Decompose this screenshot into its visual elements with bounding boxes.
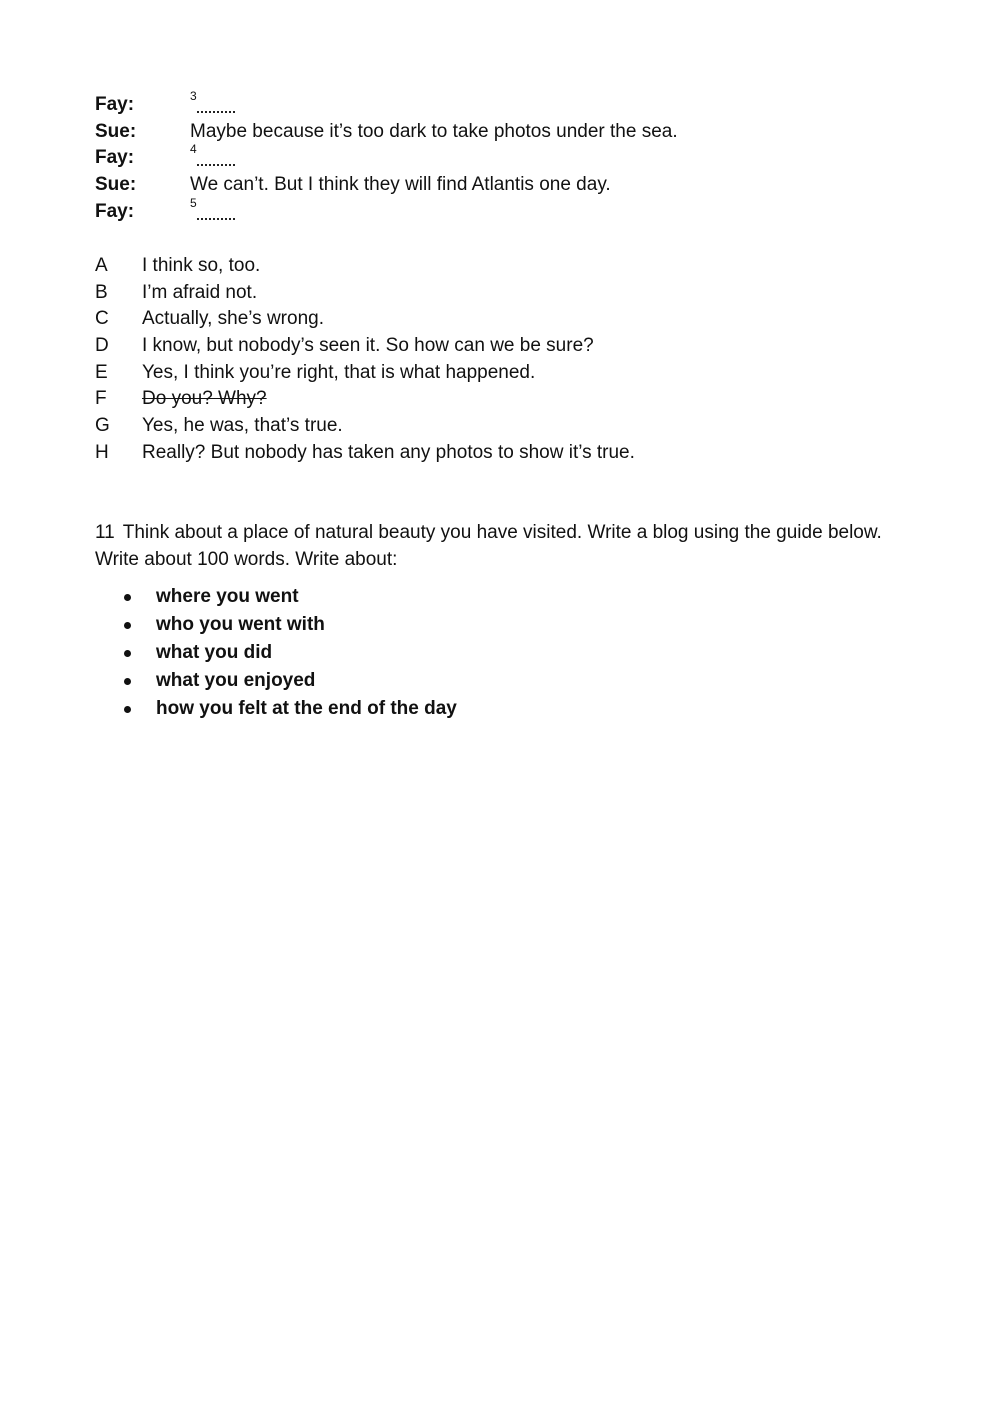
gap-dotted-line (197, 111, 235, 113)
option-text: I know, but nobody’s seen it. So how can we be sure? (142, 335, 594, 357)
option-letter: F (95, 388, 107, 410)
guide-item (124, 611, 824, 639)
guide-item-text: what you enjoyed (156, 670, 316, 692)
speaker-label: Fay: (95, 94, 135, 115)
option-letter: H (95, 441, 109, 463)
option-item (95, 360, 915, 387)
guide-item (124, 667, 824, 695)
option-item (95, 386, 915, 413)
option-letter: E (95, 361, 108, 383)
dialogue-line (95, 142, 915, 172)
option-text-crossed-out: Do you? Why? (142, 388, 267, 410)
guide-item (124, 639, 824, 667)
option-text: Actually, she’s wrong. (142, 308, 324, 330)
guide-item (124, 695, 824, 723)
option-text: Yes, he was, that’s true. (142, 415, 343, 437)
dialogue-text: Maybe because it’s too dark to take photos under the sea. (190, 120, 678, 142)
guide-item-text: what you did (156, 642, 273, 664)
bullet-icon (124, 650, 131, 657)
option-letter: A (95, 255, 108, 276)
option-text: I think so, too. (142, 255, 261, 276)
bullet-icon (124, 678, 131, 685)
gap-number: 4 (190, 142, 197, 157)
bullet-icon (124, 622, 131, 629)
speaker-label: Sue: (95, 120, 137, 142)
option-letter: C (95, 308, 109, 330)
writing-guide-list (124, 583, 824, 723)
option-text: I’m afraid not. (142, 281, 258, 303)
option-item (95, 253, 915, 280)
dialogue-line (95, 89, 915, 119)
dialogue-line (95, 172, 915, 199)
task-number: 11 (95, 522, 115, 543)
gap-number: 3 (190, 89, 197, 103)
option-item (95, 440, 915, 467)
option-item (95, 333, 915, 360)
bullet-icon (124, 594, 131, 601)
option-item (95, 306, 915, 333)
speaker-label: Sue: (95, 174, 137, 196)
dialogue (95, 89, 915, 225)
guide-item (124, 583, 824, 611)
task-instruction (95, 519, 895, 573)
option-item (95, 413, 915, 440)
gap-dotted-line (197, 164, 235, 166)
option-letter: G (95, 415, 110, 437)
option-item (95, 280, 915, 307)
option-letter: B (95, 281, 108, 303)
guide-item-text: who you went with (156, 614, 325, 636)
dialogue-line (95, 119, 915, 146)
bullet-icon (124, 706, 131, 713)
option-text: Really? But nobody has taken any photos to show it’s true. (142, 441, 635, 463)
task-text: Think about a place of natural beauty you have visited. Write a blog using the guide below. Write about 100 words. Write about: (95, 522, 882, 570)
gap-number: 5 (190, 195, 197, 210)
option-text: Yes, I think you’re right, that is what happened. (142, 361, 536, 383)
answer-options (95, 253, 915, 467)
gap-dotted-line (197, 218, 235, 220)
speaker-label: Fay: (95, 147, 135, 169)
guide-item-text: how you felt at the end of the day (156, 698, 457, 720)
dialogue-text: We can’t. But I think they will find Atlantis one day. (190, 174, 611, 196)
guide-item-text: where you went (156, 586, 299, 607)
dialogue-line (95, 195, 915, 226)
option-letter: D (95, 335, 109, 357)
speaker-label: Fay: (95, 200, 135, 222)
